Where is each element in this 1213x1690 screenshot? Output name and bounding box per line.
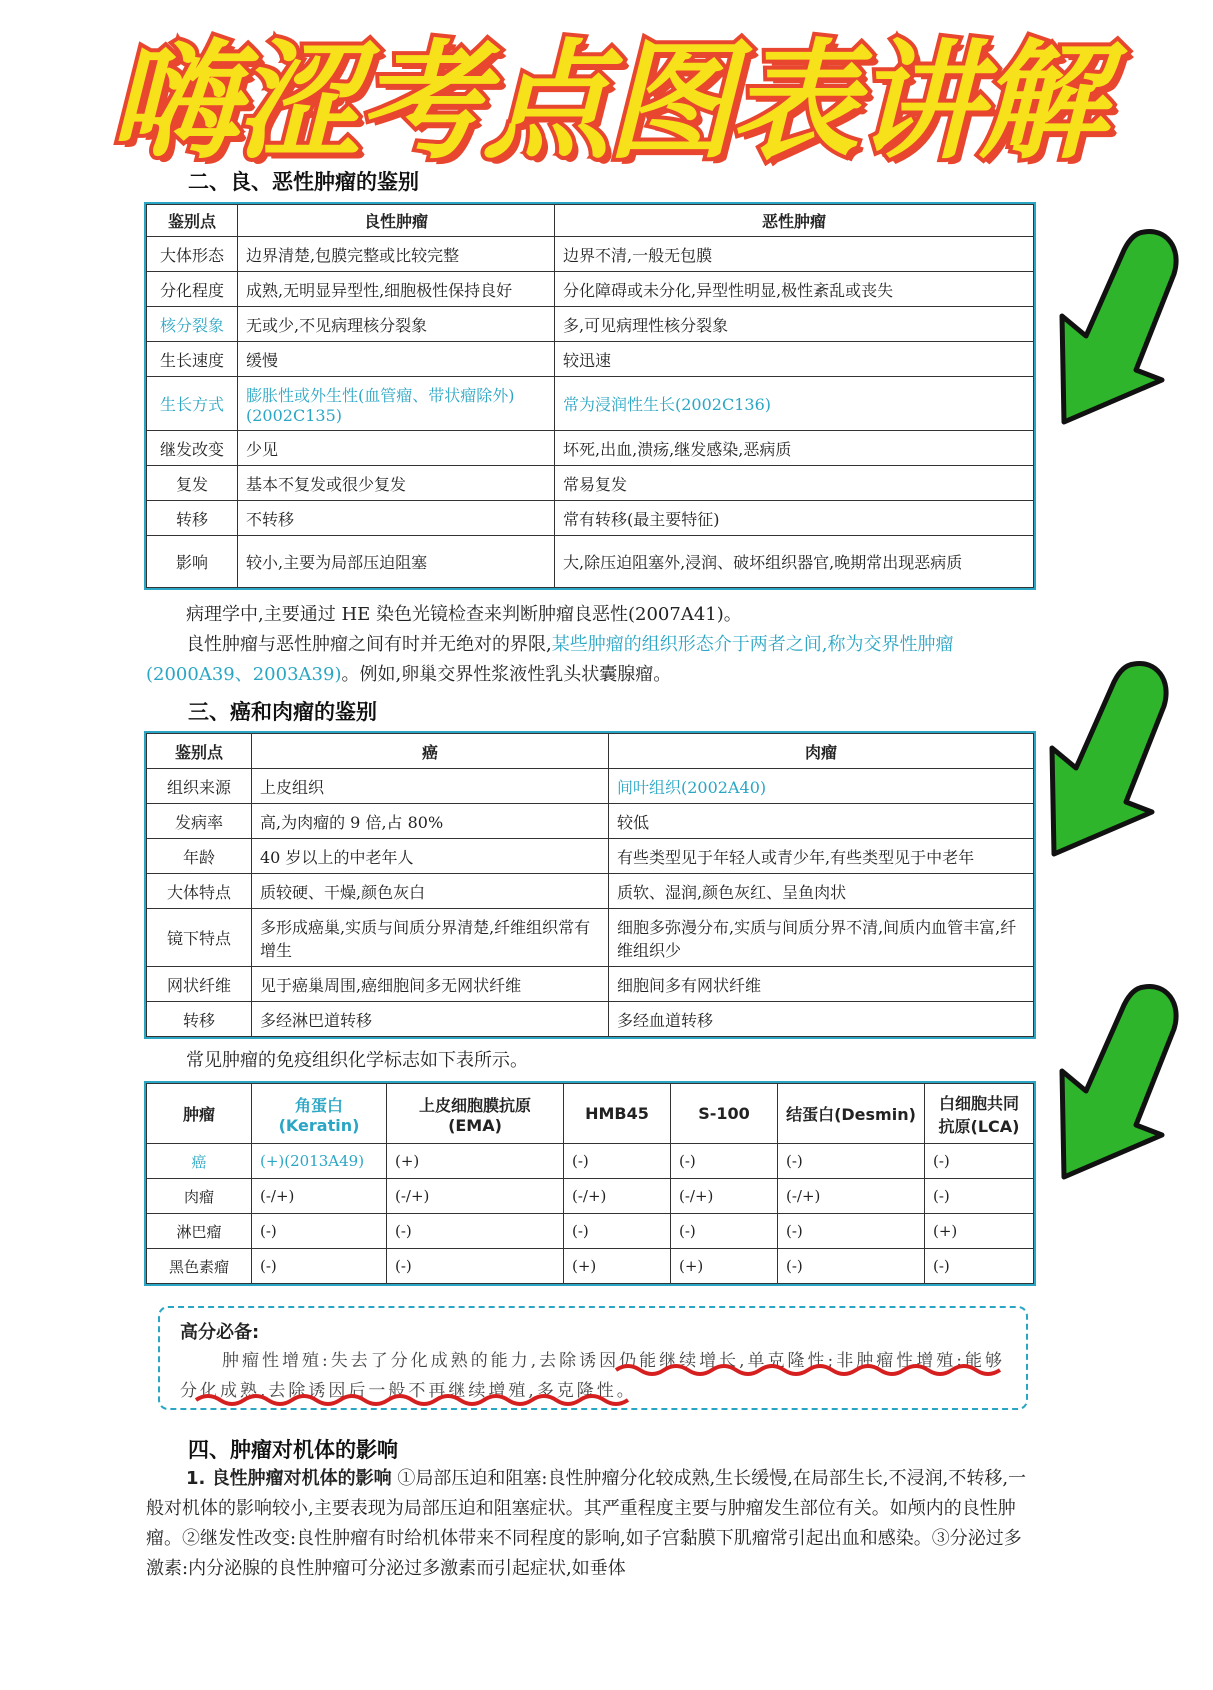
table-cell: 分化程度 <box>147 272 238 307</box>
table-cell: (+)(2013A49) <box>252 1144 387 1179</box>
table-cell: 淋巴瘤 <box>147 1214 252 1249</box>
table-row <box>147 431 1034 466</box>
table-cell: 缓慢 <box>238 342 555 377</box>
paragraph-borderline <box>146 630 1036 690</box>
table-cell: 细胞多弥漫分布,实质与间质分界不清,间质内血管丰富,纤维组织少 <box>609 909 1034 967</box>
table-row <box>147 1002 1034 1037</box>
table-cell: (-) <box>387 1249 564 1284</box>
table-cell: 分化障碍或未分化,异型性明显,极性紊乱或丧失 <box>555 272 1034 307</box>
green-arrow-icon <box>1030 652 1180 862</box>
table-cell: (+) <box>925 1214 1034 1249</box>
table-cell: 多,可见病理性核分裂象 <box>555 307 1034 342</box>
table-row <box>147 237 1034 272</box>
table-header: 良性肿瘤 <box>238 205 555 237</box>
table-row <box>147 1144 1034 1179</box>
table-header: 白细胞共同抗原(LCA) <box>925 1084 1034 1144</box>
table-cell: 质软、湿润,颜色灰红、呈鱼肉状 <box>609 874 1034 909</box>
table-header-row <box>147 734 1034 769</box>
table-cell: (-) <box>564 1144 671 1179</box>
paragraph-benign-effects <box>146 1464 1036 1584</box>
table-cell: 少见 <box>238 431 555 466</box>
table-cell: 边界不清,一般无包膜 <box>555 237 1034 272</box>
table-cell: (-) <box>671 1144 778 1179</box>
table-row <box>147 501 1034 536</box>
section3-title: 三、癌和肉瘤的鉴别 <box>188 700 377 724</box>
table-row <box>147 967 1034 1002</box>
key-point-title: 高分必备: <box>180 1322 260 1343</box>
table-cell: (-) <box>778 1214 925 1249</box>
section4-title: 四、肿瘤对机体的影响 <box>188 1438 398 1462</box>
table-cell: 较迅速 <box>555 342 1034 377</box>
banner <box>0 18 1213 188</box>
table-cell: (+) <box>564 1249 671 1284</box>
table-header: 鉴别点 <box>147 205 238 237</box>
table-header: S-100 <box>671 1084 778 1144</box>
table-cell: (-) <box>387 1214 564 1249</box>
table-cell: 多经淋巴道转移 <box>252 1002 609 1037</box>
table-row <box>147 466 1034 501</box>
table-cell: (-/+) <box>387 1179 564 1214</box>
table-cell: (-) <box>778 1249 925 1284</box>
paragraph-ihc-intro: 常见肿瘤的免疫组织化学标志如下表所示。 <box>186 1050 528 1071</box>
table-cell: (-) <box>252 1214 387 1249</box>
table-cell: (-/+) <box>252 1179 387 1214</box>
table-cell: 成熟,无明显异型性,细胞极性保持良好 <box>238 272 555 307</box>
table-cell: (-/+) <box>778 1179 925 1214</box>
table-cell: 无或少,不见病理核分裂象 <box>238 307 555 342</box>
table-cell: 生长速度 <box>147 342 238 377</box>
benign-malignant-table <box>146 204 1034 588</box>
table-row <box>147 342 1034 377</box>
wavy-underline <box>176 1360 1016 1416</box>
key-point-body: 肿瘤性增殖:失去了分化成熟的能力,去除诱因仍能继续增长,单克隆性;非肿瘤性增殖:能够分化成熟,去除诱因后一般不再继续增殖,多克隆性。 <box>180 1351 1005 1401</box>
table-row <box>147 1249 1034 1284</box>
paragraph-text: ①局部压迫和阻塞:良性肿瘤分化较成熟,生长缓慢,在局部生长,不浸润,不转移,一般对机体的影响较小,主要表现为局部压迫和阻塞症状。其严重程度主要与肿瘤发生部位有关。如颅内的良性肿瘤。②继发性改变:良性肿瘤有时给机体带来不同程度的影响,如子宫黏膜下肌瘤常引起出血和感染。③分泌过多激素:内分泌腺的良性肿瘤可分泌过多激素而引起症状,如垂体 <box>146 1468 1027 1579</box>
table-header: 鉴别点 <box>147 734 252 769</box>
table-header: 上皮细胞膜抗原(EMA) <box>387 1084 564 1144</box>
table-row <box>147 769 1034 804</box>
paragraph-text: 良性肿瘤与恶性肿瘤之间有时并无绝对的界限, <box>186 634 552 655</box>
table-cell: 多经血道转移 <box>609 1002 1034 1037</box>
table-cell: (-) <box>925 1144 1034 1179</box>
table-cell: 转移 <box>147 501 238 536</box>
table-cell: 有些类型见于年轻人或青少年,有些类型见于中老年 <box>609 839 1034 874</box>
table-cell: 不转移 <box>238 501 555 536</box>
table-cell: 镜下特点 <box>147 909 252 967</box>
table-cell: 坏死,出血,溃疡,继发感染,恶病质 <box>555 431 1034 466</box>
table-cell: 40 岁以上的中老年人 <box>252 839 609 874</box>
table-cell: (-/+) <box>671 1179 778 1214</box>
table-cell: 上皮组织 <box>252 769 609 804</box>
table-cell: (-) <box>778 1144 925 1179</box>
ihc-marker-table <box>146 1083 1034 1284</box>
paragraph-lead: 1. 良性肿瘤对机体的影响 <box>186 1468 392 1489</box>
banner-title: 嗨涩考点图表讲解 <box>110 28 1103 177</box>
table-header: 角蛋白(Keratin) <box>252 1084 387 1144</box>
table-cell: (+) <box>671 1249 778 1284</box>
table-cell: (-) <box>671 1214 778 1249</box>
table-cell: 影响 <box>147 536 238 588</box>
table-row <box>147 804 1034 839</box>
table-cell: 多形成癌巢,实质与间质分界清楚,纤维组织常有增生 <box>252 909 609 967</box>
table-header-row <box>147 1084 1034 1144</box>
table-row <box>147 839 1034 874</box>
table-header: 恶性肿瘤 <box>555 205 1034 237</box>
table-cell: (-) <box>252 1249 387 1284</box>
table-cell: 年龄 <box>147 839 252 874</box>
table-cell: 复发 <box>147 466 238 501</box>
table-cell: 大,除压迫阻塞外,浸润、破坏组织器官,晚期常出现恶病质 <box>555 536 1034 588</box>
table-cell: (+) <box>387 1144 564 1179</box>
table-row <box>147 377 1034 431</box>
table-header: HMB45 <box>564 1084 671 1144</box>
table-row <box>147 536 1034 588</box>
table-cell: 黑色素瘤 <box>147 1249 252 1284</box>
table-cell: 核分裂象 <box>147 307 238 342</box>
green-arrow-icon <box>1040 965 1190 1195</box>
green-arrow-icon <box>1040 220 1190 430</box>
table-row <box>147 272 1034 307</box>
table-cell: 较小,主要为局部压迫阻塞 <box>238 536 555 588</box>
table-row <box>147 874 1034 909</box>
table-cell: 癌 <box>147 1144 252 1179</box>
table-row <box>147 307 1034 342</box>
table-row <box>147 909 1034 967</box>
table-header: 肉瘤 <box>609 734 1034 769</box>
paragraph-text: 。例如,卵巢交界性浆液性乳头状囊腺瘤。 <box>341 664 672 685</box>
paragraph-highlight: 某些肿瘤的组织形态介于两者之间,称为交界性肿瘤(2000A39、2003A39) <box>146 634 954 685</box>
table-cell: 高,为肉瘤的 9 倍,占 80% <box>252 804 609 839</box>
table-cell: 膨胀性或外生性(血管瘤、带状瘤除外)(2002C135) <box>238 377 555 431</box>
table-cell: (-) <box>564 1214 671 1249</box>
table-cell: 质较硬、干燥,颜色灰白 <box>252 874 609 909</box>
carcinoma-sarcoma-table <box>146 733 1034 1037</box>
table-cell: 组织来源 <box>147 769 252 804</box>
table-cell: 网状纤维 <box>147 967 252 1002</box>
paragraph-he-stain: 病理学中,主要通过 HE 染色光镜检查来判断肿瘤良恶性(2007A41)。 <box>186 604 742 625</box>
table-cell: (-) <box>925 1179 1034 1214</box>
table-header: 结蛋白(Desmin) <box>778 1084 925 1144</box>
table-cell: 见于癌巢周围,癌细胞间多无网状纤维 <box>252 967 609 1002</box>
table-cell: 大体特点 <box>147 874 252 909</box>
table-cell: 常易复发 <box>555 466 1034 501</box>
table-cell: 继发改变 <box>147 431 238 466</box>
table-cell: (-/+) <box>564 1179 671 1214</box>
section2-title: 二、良、恶性肿瘤的鉴别 <box>188 170 419 194</box>
table-cell: 发病率 <box>147 804 252 839</box>
table-cell: 常有转移(最主要特征) <box>555 501 1034 536</box>
table-cell: 间叶组织(2002A40) <box>609 769 1034 804</box>
table-header: 肿瘤 <box>147 1084 252 1144</box>
table-cell: 边界清楚,包膜完整或比较完整 <box>238 237 555 272</box>
table-cell: (-) <box>925 1249 1034 1284</box>
table-cell: 生长方式 <box>147 377 238 431</box>
table-row <box>147 1214 1034 1249</box>
table-cell: 细胞间多有网状纤维 <box>609 967 1034 1002</box>
table-cell: 大体形态 <box>147 237 238 272</box>
table-cell: 基本不复发或很少复发 <box>238 466 555 501</box>
table-header: 癌 <box>252 734 609 769</box>
table-cell: 肉瘤 <box>147 1179 252 1214</box>
table-cell: 常为浸润性生长(2002C136) <box>555 377 1034 431</box>
table-cell: 转移 <box>147 1002 252 1037</box>
table-row <box>147 1179 1034 1214</box>
table-cell: 较低 <box>609 804 1034 839</box>
table-header-row <box>147 205 1034 237</box>
